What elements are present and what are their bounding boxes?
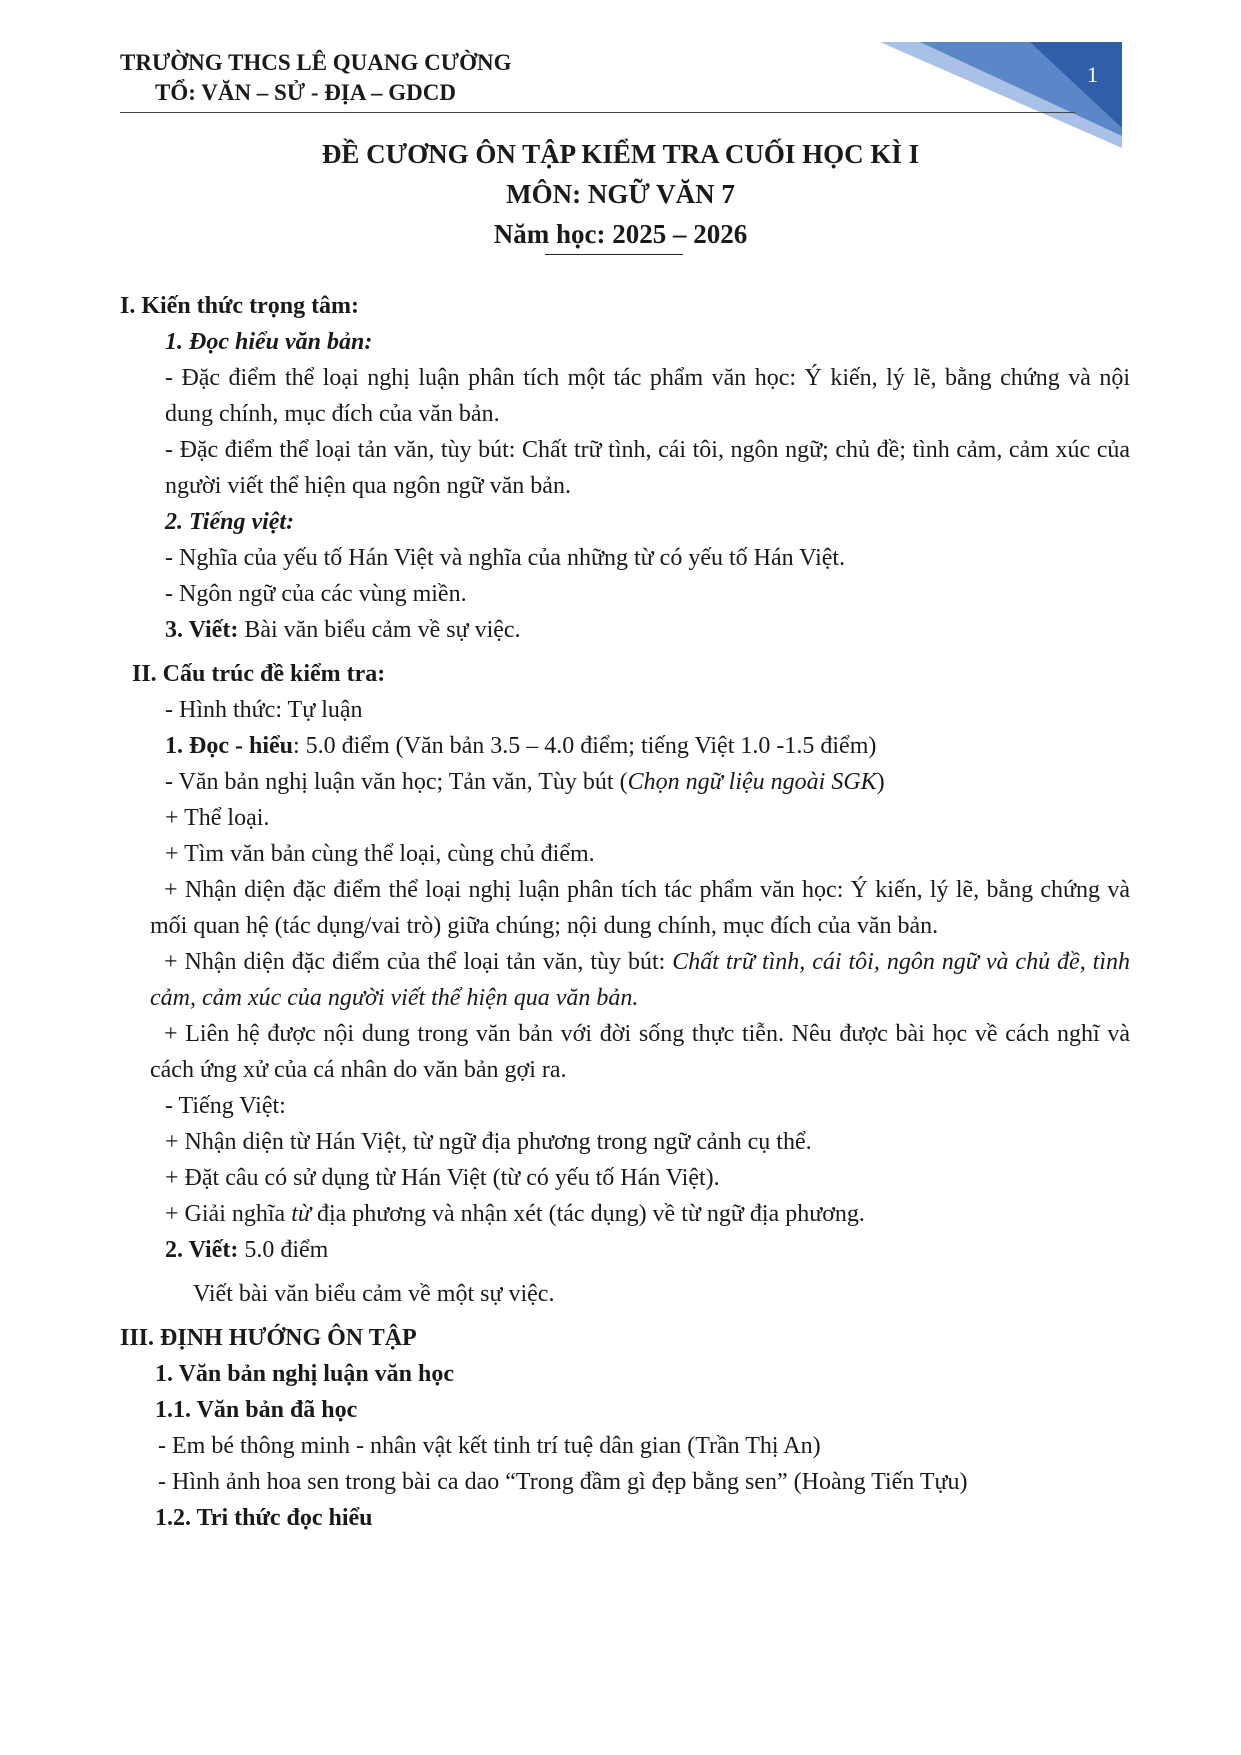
title-underline bbox=[545, 254, 683, 255]
write-text: Bài văn biểu cảm về sự việc. bbox=[238, 617, 521, 643]
text-types-italic: Chọn ngữ liệu ngoài SGK bbox=[627, 769, 877, 795]
title-line-1: ĐỀ CƯƠNG ÔN TẬP KIỂM TRA CUỐI HỌC KÌ I bbox=[321, 139, 920, 169]
section-1-sub-1: 1. Đọc hiểu văn bản: bbox=[165, 329, 373, 355]
reading-text: : 5.0 điểm (Văn bản 3.5 – 4.0 điểm; tiếng Việt 1.0 -1.5 điểm) bbox=[293, 733, 877, 759]
vietnamese-point-3-prefix: + Giải nghĩa bbox=[165, 1201, 292, 1227]
reading-label: 1. Đọc - hiểu bbox=[165, 733, 293, 759]
writing-description: Viết bài văn biểu cảm về một sự việc. bbox=[193, 1281, 555, 1307]
vietnamese-heading: - Tiếng Việt: bbox=[165, 1093, 286, 1119]
page-number: 1 bbox=[1087, 62, 1098, 87]
section-1-sub-2: 2. Tiếng việt: bbox=[165, 509, 295, 535]
section-1-sub-3 bbox=[120, 612, 1130, 648]
department-name: TỔ: VĂN – SỬ - ĐỊA – GDCD bbox=[155, 80, 456, 105]
document-title bbox=[0, 134, 1241, 254]
vietnamese-point-3 bbox=[120, 1196, 1130, 1232]
point-4 bbox=[120, 944, 1130, 1016]
studied-text-1: - Em bé thông minh - nhân vật kết tinh trí tuệ dân gian (Trần Thị An) bbox=[158, 1433, 821, 1459]
text-types-prefix: - Văn bản nghị luận văn học; Tản văn, Tùy bút ( bbox=[165, 769, 628, 795]
document-body bbox=[120, 288, 1130, 1536]
section-1-bullet-1: - Đặc điểm thể loại nghị luận phân tích một tác phẩm văn học: Ý kiến, lý lẽ, bằng chứng và nội dung chính, mục đích của văn bản. bbox=[165, 365, 1130, 427]
section-3-sub-1: 1. Văn bản nghị luận văn học bbox=[155, 1361, 455, 1387]
section-1-bullet-2: - Đặc điểm thể loại tản văn, tùy bút: Chất trữ tình, cái tôi, ngôn ngữ; chủ đề; tình cảm, cảm xúc của người viết thể hiện qua ngôn ngữ văn bản. bbox=[165, 437, 1130, 499]
vietnamese-point-2: + Đặt câu có sử dụng từ Hán Việt (từ có yếu tố Hán Việt). bbox=[165, 1165, 720, 1191]
studied-text-2: - Hình ảnh hoa sen trong bài ca dao “Trong đầm gì đẹp bằng sen” (Hoàng Tiến Tựu) bbox=[158, 1469, 968, 1495]
point-2: + Tìm văn bản cùng thể loại, cùng chủ điểm. bbox=[165, 841, 595, 867]
point-3: + Nhận diện đặc điểm thể loại nghị luận phân tích tác phẩm văn học: Ý kiến, lý lẽ, bằng chứng và mối quan hệ (tác dụng/vai trò) giữa chúng; nội dung chính, mục đích của văn bản. bbox=[150, 877, 1130, 939]
section-1-bullet-3: - Nghĩa của yếu tố Hán Việt và nghĩa của những từ có yếu tố Hán Việt. bbox=[165, 545, 846, 571]
point-4-italic: Chất trữ tình, cái tôi, ngôn ngữ và chủ đề, tình cảm, cảm xúc của người viết thể hiện qua văn bản. bbox=[150, 949, 1130, 1011]
section-2-heading: II. Cấu trúc đề kiểm tra: bbox=[132, 661, 386, 687]
point-5: + Liên hệ được nội dung trong văn bản với đời sống thực tiễn. Nêu được bài học về cách nghĩ và cách ứng xử của cá nhân do văn bản gợi ra. bbox=[150, 1021, 1130, 1083]
writing-part bbox=[120, 1232, 1130, 1268]
exam-form: - Hình thức: Tự luận bbox=[165, 697, 363, 723]
section-3-heading: III. ĐỊNH HƯỚNG ÔN TẬP bbox=[120, 1325, 417, 1351]
school-name: TRƯỜNG THCS LÊ QUANG CƯỜNG bbox=[120, 50, 512, 75]
point-1: + Thể loại. bbox=[165, 805, 270, 831]
section-3-sub-1-2: 1.2. Tri thức đọc hiểu bbox=[155, 1505, 373, 1531]
section-1-heading: I. Kiến thức trọng tâm: bbox=[120, 293, 360, 319]
vietnamese-point-3-italic: từ bbox=[291, 1201, 311, 1227]
writing-label: 2. Viết: bbox=[165, 1237, 239, 1263]
writing-text: 5.0 điểm bbox=[238, 1237, 329, 1263]
text-types-suffix: ) bbox=[876, 769, 885, 795]
document-header bbox=[120, 48, 511, 108]
point-4-prefix: + Nhận diện đặc điểm của thể loại tản văn, tùy bút: bbox=[164, 949, 673, 975]
section-1-bullet-4: - Ngôn ngữ của các vùng miền. bbox=[165, 581, 467, 607]
section-3-sub-1-1: 1.1. Văn bản đã học bbox=[155, 1397, 358, 1423]
title-line-3: Năm học: 2025 – 2026 bbox=[493, 219, 748, 249]
reading-part bbox=[120, 728, 1130, 764]
vietnamese-point-1: + Nhận diện từ Hán Việt, từ ngữ địa phương trong ngữ cảnh cụ thể. bbox=[165, 1129, 812, 1155]
text-types bbox=[120, 764, 1130, 800]
header-divider bbox=[120, 112, 1075, 113]
write-label: 3. Viết: bbox=[165, 617, 239, 643]
title-line-2: MÔN: NGỮ VĂN 7 bbox=[506, 179, 735, 209]
vietnamese-point-3-suffix: địa phương và nhận xét (tác dụng) về từ ngữ địa phương. bbox=[310, 1201, 865, 1227]
